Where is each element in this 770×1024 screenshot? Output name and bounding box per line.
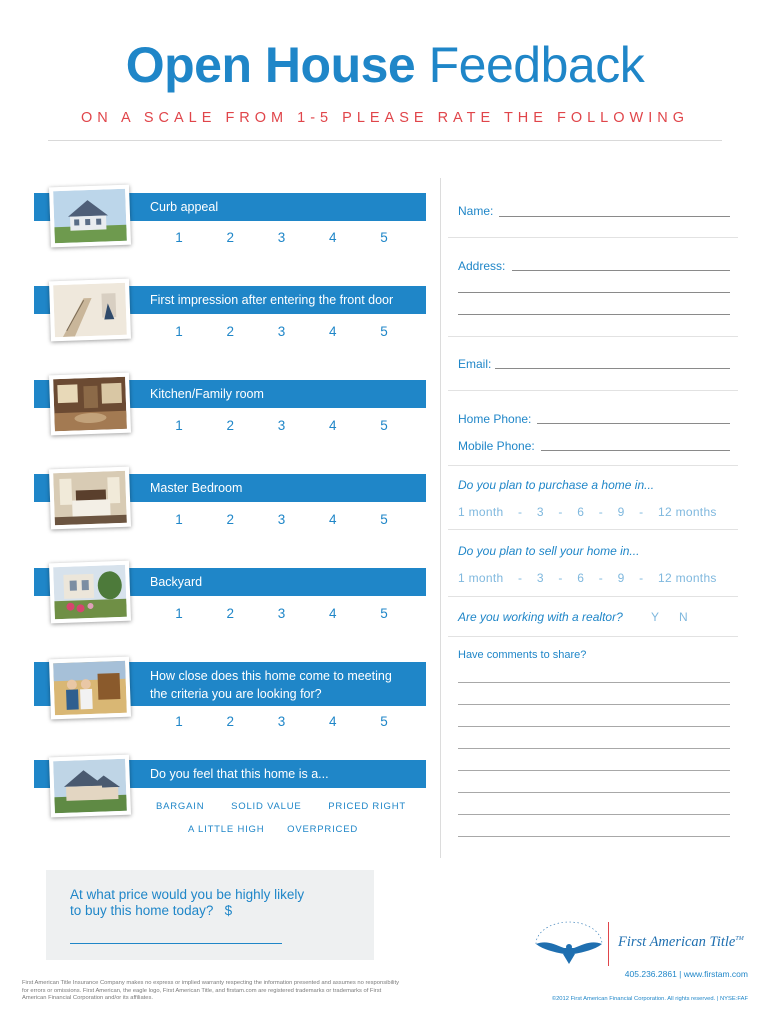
price-question — [70, 887, 304, 919]
home-phone-field[interactable] — [537, 423, 730, 424]
kitchen-photo — [49, 373, 131, 436]
rating-label: First impression after entering the front door — [150, 293, 394, 307]
rating-option-1[interactable]: 1 — [175, 606, 183, 621]
rating-option-4[interactable]: 4 — [328, 714, 337, 729]
comments-label: Have comments to share? — [458, 649, 587, 661]
comments-line-3[interactable] — [458, 726, 730, 727]
option-solid-value[interactable]: SOLID VALUE — [231, 801, 302, 812]
mobile-phone-label: Mobile Phone: — [458, 439, 535, 453]
comments-line-8[interactable] — [458, 836, 730, 837]
website-link[interactable]: www.firstam.com — [683, 969, 748, 979]
rating-option-4[interactable]: 4 — [328, 230, 337, 245]
rating-option-1[interactable]: 1 — [175, 230, 183, 245]
rating-option-2[interactable]: 2 — [226, 230, 234, 245]
entry-stairs-photo — [49, 279, 131, 342]
rating-option-3[interactable]: 3 — [277, 714, 286, 729]
purchase-9[interactable]: 9 — [617, 505, 625, 519]
rating-scale — [169, 418, 394, 433]
home-photo — [49, 755, 131, 818]
purchase-timeframe: 1 month - 3 - 6 - 9 - 12 months — [458, 505, 717, 519]
rating-scale — [169, 714, 394, 729]
comments-line-4[interactable] — [458, 748, 730, 749]
purchase-1-month[interactable]: 1 month — [458, 505, 504, 519]
home-phone-label: Home Phone: — [458, 412, 532, 426]
header-divider — [48, 140, 722, 141]
rating-option-5[interactable]: 5 — [380, 418, 388, 433]
form-divider — [448, 636, 738, 637]
form-divider — [448, 336, 738, 337]
rating-option-3[interactable]: 3 — [277, 230, 286, 245]
rating-option-1[interactable]: 1 — [175, 418, 183, 433]
price-question-box — [46, 870, 374, 960]
rating-option-1[interactable]: 1 — [175, 324, 183, 339]
comments-line-6[interactable] — [458, 792, 730, 793]
rating-option-5[interactable]: 5 — [380, 324, 388, 339]
legal-disclaimer: First American Title Insurance Company makes no express or implied warranty respecting the information presented and assumes no responsibility for errors or omissions. First American, the eagle logo, First American Title, and firstam.com are registered trademarks or trademarks of First American Financial Corporation and/or its affiliates. — [22, 980, 399, 1001]
rating-option-2[interactable]: 2 — [226, 714, 234, 729]
form-divider — [448, 596, 738, 597]
title-light: Feedback — [428, 37, 645, 93]
rating-scale — [169, 324, 394, 339]
purchase-question: Do you plan to purchase a home in... — [458, 478, 655, 492]
rating-option-3[interactable]: 3 — [277, 606, 286, 621]
email-label: Email: — [458, 357, 492, 371]
rating-option-2[interactable]: 2 — [226, 418, 234, 433]
rating-scale — [169, 230, 394, 245]
comments-line-2[interactable] — [458, 704, 730, 705]
rating-section-curb-appeal — [34, 190, 426, 260]
home-value-label: Do you feel that this home is a... — [150, 767, 329, 781]
rating-label-line-1: How close does this home come to meeting — [150, 669, 392, 683]
contact-info: 405.236.2861 | www.firstam.com — [624, 969, 748, 979]
purchase-3[interactable]: 3 — [536, 505, 544, 519]
page-subtitle: ON A SCALE FROM 1-5 PLEASE RATE THE FOLLOWING — [80, 110, 689, 126]
price-answer-line[interactable] — [70, 943, 282, 944]
home-value-section — [34, 758, 426, 838]
currency-symbol: $ — [224, 903, 233, 918]
sell-question: Do you plan to sell your home in... — [458, 544, 640, 558]
rating-option-5[interactable]: 5 — [380, 606, 388, 621]
sell-1-month[interactable]: 1 month — [458, 571, 504, 585]
price-question-line-1: At what price would you be highly likely — [70, 887, 305, 902]
sell-9[interactable]: 9 — [617, 571, 625, 585]
trademark-mark: TM — [735, 936, 744, 943]
price-question-line-2: to buy this home today? $ — [70, 903, 233, 918]
rating-option-4[interactable]: 4 — [328, 512, 337, 527]
rating-scale — [169, 512, 394, 527]
rating-option-5[interactable]: 5 — [380, 512, 388, 527]
rating-label: Backyard — [150, 575, 203, 589]
address-field-line-1[interactable] — [512, 270, 730, 271]
title-bold: Open House — [125, 37, 416, 93]
rating-option-3[interactable]: 3 — [277, 418, 286, 433]
option-bargain[interactable]: BARGAIN — [156, 801, 205, 812]
couple-photo — [49, 657, 131, 720]
address-label: Address: — [458, 259, 506, 273]
rating-section-criteria-match — [34, 660, 426, 740]
rating-option-3[interactable]: 3 — [277, 512, 286, 527]
address-field-line-2[interactable] — [458, 292, 730, 293]
comments-line-7[interactable] — [458, 814, 730, 815]
form-divider — [448, 390, 738, 391]
brand-divider — [608, 922, 609, 966]
rating-option-2[interactable]: 2 — [226, 606, 234, 621]
rating-option-4[interactable]: 4 — [328, 606, 337, 621]
rating-option-1[interactable]: 1 — [175, 512, 183, 527]
rating-option-2[interactable]: 2 — [226, 324, 234, 339]
name-label: Name: — [458, 204, 494, 218]
comments-line-5[interactable] — [458, 770, 730, 771]
email-field[interactable] — [495, 368, 730, 369]
rating-option-1[interactable]: 1 — [175, 714, 183, 729]
copyright-notice: ©2012 First American Financial Corporation. All rights reserved. | NYSE:FAF — [551, 996, 748, 1002]
rating-section-master-bedroom — [34, 472, 426, 542]
rating-section-first-impression — [34, 284, 426, 354]
house-exterior-photo — [49, 185, 131, 248]
bedroom-photo — [49, 467, 131, 530]
rating-option-5[interactable]: 5 — [380, 230, 388, 245]
rating-label-line-2: the criteria you are looking for? — [150, 687, 322, 701]
rating-section-backyard — [34, 566, 426, 636]
realtor-yes[interactable]: Y — [651, 610, 660, 624]
rating-scale — [169, 606, 394, 621]
rating-option-2[interactable]: 2 — [226, 512, 234, 527]
sell-timeframe: 1 month - 3 - 6 - 9 - 12 months — [458, 571, 717, 585]
sell-12-months[interactable]: 12 months — [657, 571, 717, 585]
mobile-phone-field[interactable] — [541, 450, 730, 451]
purchase-6[interactable]: 6 — [577, 505, 585, 519]
rating-label: Master Bedroom — [150, 481, 243, 495]
home-value-options-row-2 — [188, 824, 358, 835]
sell-6[interactable]: 6 — [577, 571, 585, 585]
realtor-question: Are you working with a realtor? — [458, 610, 623, 624]
rating-label: Kitchen/Family room — [150, 387, 264, 401]
comments-line-1[interactable] — [458, 682, 730, 683]
home-value-options-row-1 — [156, 801, 406, 812]
phone-number: 405.236.2861 — [624, 969, 677, 979]
realtor-no[interactable]: N — [679, 610, 688, 624]
brand-name: First American Title™ — [618, 934, 744, 950]
rating-label: Curb appeal — [150, 200, 219, 214]
form-divider — [448, 237, 738, 238]
address-field-line-3[interactable] — [458, 314, 730, 315]
option-priced-right[interactable]: PRICED RIGHT — [328, 801, 406, 812]
option-overpriced[interactable]: OVERPRICED — [287, 824, 358, 835]
purchase-12-months[interactable]: 12 months — [657, 505, 717, 519]
sell-3[interactable]: 3 — [536, 571, 544, 585]
column-divider — [440, 178, 441, 858]
rating-option-3[interactable]: 3 — [277, 324, 286, 339]
form-divider — [448, 529, 738, 530]
name-field[interactable] — [499, 216, 730, 217]
option-a-little-high[interactable]: A LITTLE HIGH — [188, 824, 265, 835]
rating-option-4[interactable]: 4 — [328, 324, 337, 339]
rating-section-kitchen — [34, 378, 426, 448]
form-divider — [448, 465, 738, 466]
rating-option-4[interactable]: 4 — [328, 418, 337, 433]
page-title — [0, 36, 770, 94]
rating-option-5[interactable]: 5 — [380, 714, 388, 729]
backyard-photo — [49, 561, 131, 624]
